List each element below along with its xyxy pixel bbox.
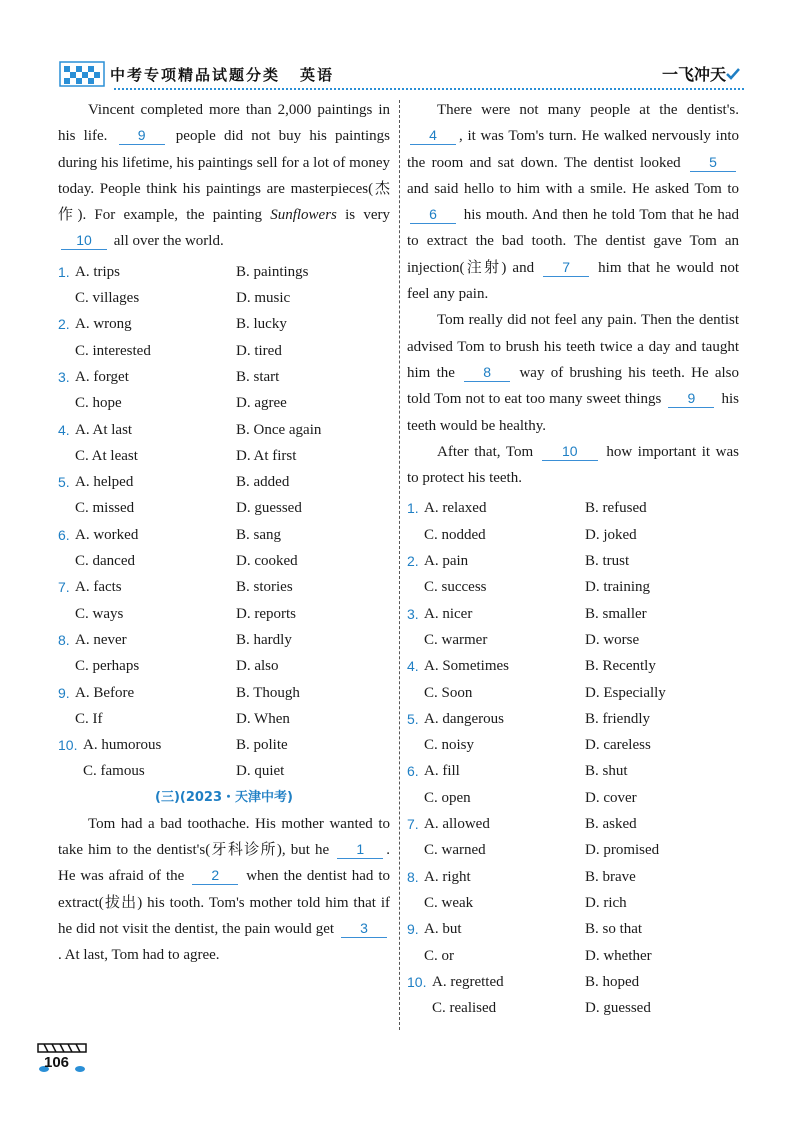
option-d: D. whether [585,947,652,964]
question-row [58,311,390,337]
option-a: A. never [75,631,127,648]
option-c: C. danced [75,553,135,570]
question-number: 7. [58,579,70,596]
option-a: A. wrong [75,316,132,333]
option-d: D. cover [585,789,637,806]
blank-5: 5 [690,153,736,172]
option-c: C. missed [75,500,135,517]
option-c: C. or [424,947,454,964]
question-row [407,995,739,1021]
book-title: 中考专项精品试题分类 [110,66,281,84]
option-a: A. humorous [83,737,162,754]
option-a: A. regretted [432,973,504,990]
option-d: D. cooked [236,553,298,570]
question-number: 9. [58,684,70,701]
option-a: A. helped [75,474,134,491]
check-mark-icon [726,68,740,80]
question-row [58,732,390,758]
option-c: C. warned [424,842,486,859]
option-d: D. quiet [236,763,285,780]
option-b: B. sang [236,526,281,543]
option-c: C. perhaps [75,658,140,675]
question-row [58,601,390,627]
question-row [58,417,390,443]
option-b: B. asked [585,816,637,833]
option-b: B. added [236,474,290,491]
option-d: D. careless [585,737,651,754]
blank-10: 10 [61,231,107,250]
option-b: B. hardly [236,631,292,648]
subject-label: 英语 [300,66,335,84]
option-b: B. hoped [585,973,640,990]
option-b: B. friendly [585,710,650,727]
option-a: A. facts [75,579,122,596]
option-c: C. At least [75,447,138,464]
question-row [407,627,739,653]
question-number: 9. [407,921,419,938]
question-row [58,390,390,416]
blank-9: 9 [119,126,165,145]
option-a: A. trips [75,263,120,280]
option-d: D. guessed [236,500,302,517]
option-c: C. ways [75,605,124,622]
blank-3: 3 [341,919,387,938]
option-b: B. brave [585,868,636,885]
question-row [407,785,739,811]
option-a: A. allowed [424,816,490,833]
option-a: A. but [424,921,462,938]
question-number: 6. [407,763,419,780]
option-c: C. open [424,789,471,806]
question-row [407,522,739,548]
question-row [407,601,739,627]
question-row [58,259,390,285]
option-a: A. nicer [424,605,473,622]
option-d: D. joked [585,526,637,543]
checker-logo-icon [58,58,106,88]
question-row [58,574,390,600]
option-d: D. rich [585,894,627,911]
blank-9b: 9 [668,389,714,408]
blank-4: 4 [410,126,456,145]
blank-10b: 10 [542,442,598,461]
option-d: D. guessed [585,1000,651,1017]
option-b: B. trust [585,553,630,570]
question-row [407,969,739,995]
option-b: B. lucky [236,316,287,333]
option-d: D. When [236,710,290,727]
question-row [407,706,739,732]
page-header [58,56,744,92]
question-number: 8. [407,868,419,885]
question-number: 1. [407,500,419,517]
brand-logo: 一飞冲天 [662,62,740,85]
blank-2: 2 [192,866,238,885]
option-a: A. relaxed [424,500,487,517]
option-a: A. Before [75,684,135,701]
question-row [58,522,390,548]
option-c: C. realised [432,1000,497,1017]
option-b: B. start [236,368,280,385]
option-b: B. shut [585,763,628,780]
question-row [58,706,390,732]
question-number: 10. [407,973,427,990]
option-d: D. tired [236,342,282,359]
option-a: A. dangerous [424,710,504,727]
question-row [58,548,390,574]
question-number: 4. [407,658,419,675]
question-number: 6. [58,526,70,543]
question-row [58,627,390,653]
question-row [58,285,390,311]
option-b: B. Recently [585,658,656,675]
right-column [407,97,739,1021]
question-row [407,864,739,890]
option-d: D. training [585,579,650,596]
option-c: C. success [424,579,487,596]
question-row [407,680,739,706]
blank-7: 7 [543,258,589,277]
option-b: B. refused [585,500,647,517]
blank-1: 1 [337,840,383,859]
question-row [407,732,739,758]
option-a: A. worked [75,526,139,543]
option-a: A. Sometimes [424,658,509,675]
question-row [407,758,739,784]
question-number: 1. [58,263,70,280]
question-row [407,916,739,942]
option-c: C. nodded [424,526,486,543]
question-row [58,653,390,679]
blank-8: 8 [464,363,510,382]
option-c: C. Soon [424,684,473,701]
option-b: B. so that [585,921,643,938]
option-c: C. weak [424,894,474,911]
question-number: 2. [58,316,70,333]
question-row [407,495,739,521]
question-number: 5. [407,710,419,727]
option-b: B. Once again [236,421,322,438]
question-row [58,680,390,706]
option-d: D. At first [236,447,297,464]
option-b: B. polite [236,737,288,754]
option-d: D. promised [585,842,660,859]
question-row [407,890,739,916]
column-divider [399,100,400,1030]
option-d: D. agree [236,395,287,412]
question-row [407,837,739,863]
page-number: 106 [44,1054,70,1071]
blank-6: 6 [410,205,456,224]
question-number: 3. [407,605,419,622]
question-number: 2. [407,553,419,570]
question-row [58,469,390,495]
question-number: 3. [58,368,70,385]
option-d: D. music [236,290,291,307]
painting-title: Sunflowers [270,207,337,224]
question-row [407,548,739,574]
option-c: C. famous [83,763,145,780]
right-options-list [407,495,739,1021]
question-row [58,495,390,521]
option-a: A. At last [75,421,133,438]
option-c: C. interested [75,342,151,359]
question-number: 10. [58,737,78,754]
question-number: 7. [407,816,419,833]
option-b: B. smaller [585,605,647,622]
option-a: A. forget [75,368,129,385]
question-row [407,574,739,600]
question-number: 8. [58,631,70,648]
option-d: D. Especially [585,684,666,701]
question-row [58,338,390,364]
left-column [58,97,390,969]
option-c: C. warmer [424,631,488,648]
question-row [407,653,739,679]
option-b: B. Though [236,684,300,701]
question-row [58,758,390,784]
passage-after: After that, Tom 10 how important it was to protect his teeth. [407,442,739,487]
option-c: C. hope [75,395,122,412]
option-b: B. stories [236,579,293,596]
option-d: D. also [236,658,279,675]
passage-dentist: There were not many people at the dentist's. 4 , it was Tom's turn. He walked nervously into the room and sat down. The dentist looked 5 and said hello to him with a smile. He asked Tom to 6 his mouth. And then he told Tom that he had to extract the bad tooth. The dentist gave Tom an injection(注射) and 7 him that he would not feel any pain. [407,102,740,303]
question-number: 4. [58,421,70,438]
option-c: C. noisy [424,737,475,754]
passage-vincent: Vincent completed more than 2,000 paintings in his life. 9 people did not buy his paintings during his lifetime, his paintings sell for a lot of money today. People think his paintings are masterpieces(杰作). For example, the painting Sunflowers is very 10 all over the world. [58,102,391,250]
left-options-list [58,259,390,785]
option-b: B. paintings [236,263,309,280]
option-a: A. fill [424,763,460,780]
question-row [407,943,739,969]
option-a: A. right [424,868,471,885]
header-title [110,64,334,85]
question-row [58,443,390,469]
option-d: D. worse [585,631,640,648]
section-title: (三)(2023・天津中考) [155,789,293,805]
passage-advice: Tom really did not feel any pain. Then the dentist advised Tom to brush his teeth twice a day and taught him the 8 way of brushing his teeth. He also told Tom not to eat too many sweet things 9 his teeth would be healthy. [407,312,740,434]
option-c: C. villages [75,290,140,307]
passage-tom: Tom had a bad toothache. His mother wanted to take him to the dentist's(牙科诊所), but he 1 . He was afraid of the 2 when the dentist had to extract(拔出) his tooth. Tom's mother told him that if he did not visit the dentist, the pain would get 3. At last, Tom had to agree. [58,815,391,964]
option-d: D. reports [236,605,296,622]
question-number: 5. [58,474,70,491]
option-a: A. pain [424,553,469,570]
header-rule [114,88,744,90]
option-c: C. If [75,710,103,727]
question-row [58,364,390,390]
question-row [407,811,739,837]
